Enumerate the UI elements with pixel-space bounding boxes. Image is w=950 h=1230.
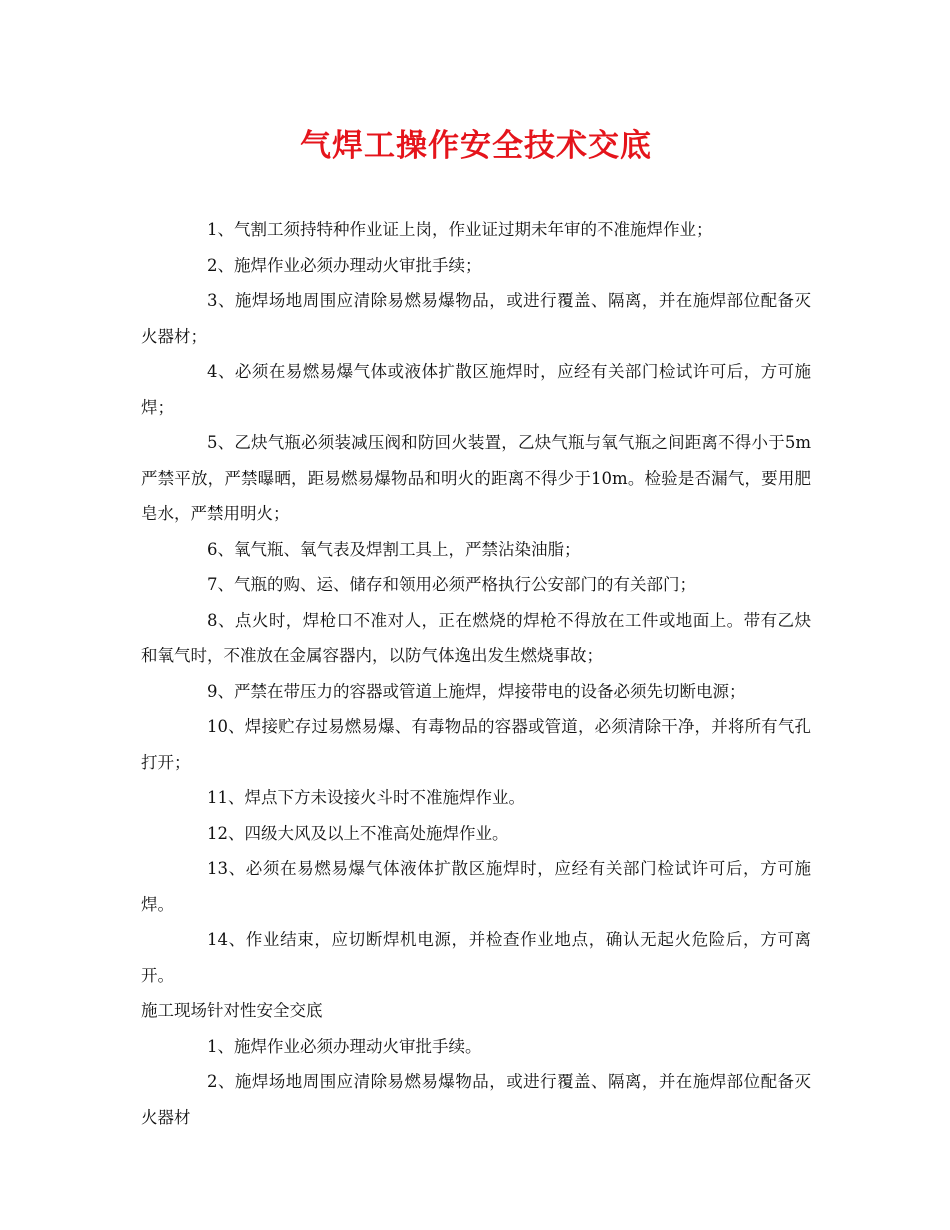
list-item: 9、严禁在带压力的容器或管道上施焊，焊接带电的设备必须先切断电源； <box>207 681 746 701</box>
list-item: 13、必须在易燃易爆气体液体扩散区施焊时，应经有关部门检试许可后，方可施焊。 <box>141 859 811 914</box>
list-item: 4、必须在易燃易爆气体或液体扩散区施焊时，应经有关部门检试许可后，方可施焊； <box>141 362 811 417</box>
section-heading: 施工现场针对性安全交底 <box>141 1001 323 1020</box>
list-item: 3、施焊场地周围应清除易燃易爆物品，或进行覆盖、隔离，并在施焊部位配备灭火器材； <box>141 291 811 346</box>
list-item: 10、焊接贮存过易燃易爆、有毒物品的容器或管道，必须清除干净，并将所有气孔打开； <box>141 717 811 772</box>
document-page <box>141 124 811 1135</box>
list-item: 7、气瓶的购、运、储存和领用必须严格执行公安部门的有关部门； <box>207 575 696 594</box>
document-body <box>141 212 811 1135</box>
section-list-item: 2、施焊场地周围应清除易燃易爆物品，或进行覆盖、隔离，并在施焊部位配备灭火器材 <box>141 1072 811 1127</box>
list-item: 11、焊点下方未设接火斗时不准施焊作业。 <box>207 788 525 807</box>
list-item: 12、四级大风及以上不准高处施焊作业。 <box>207 823 509 843</box>
list-item: 8、点火时，焊枪口不准对人，正在燃烧的焊枪不得放在工件或地面上。带有乙炔和氧气时，不准放在金属容器内，以防气体逸出发生燃烧事故； <box>141 610 811 665</box>
list-item: 6、氧气瓶、氧气表及焊割工具上，严禁沾染油脂； <box>207 539 581 559</box>
list-item: 1、气割工须持特种作业证上岗，作业证过期未年审的不准施焊作业； <box>207 220 713 239</box>
list-item: 5、乙炔气瓶必须装减压阀和防回火装置，乙炔气瓶与氧气瓶之间距离不得小于5m严禁平放，严禁曝晒，距易燃易爆物品和明火的距离不得少于10m。检验是否漏气，要用肥皂水，严禁用明火； <box>141 433 811 523</box>
list-item: 2、施焊作业必须办理动火审批手续； <box>207 255 482 275</box>
list-item: 14、作业结束，应切断焊机电源，并检查作业地点，确认无起火危险后，方可离开。 <box>141 930 811 985</box>
document-title: 气焊工操作安全技术交底 <box>300 128 652 164</box>
section-list-item: 1、施焊作业必须办理动火审批手续。 <box>207 1036 482 1056</box>
